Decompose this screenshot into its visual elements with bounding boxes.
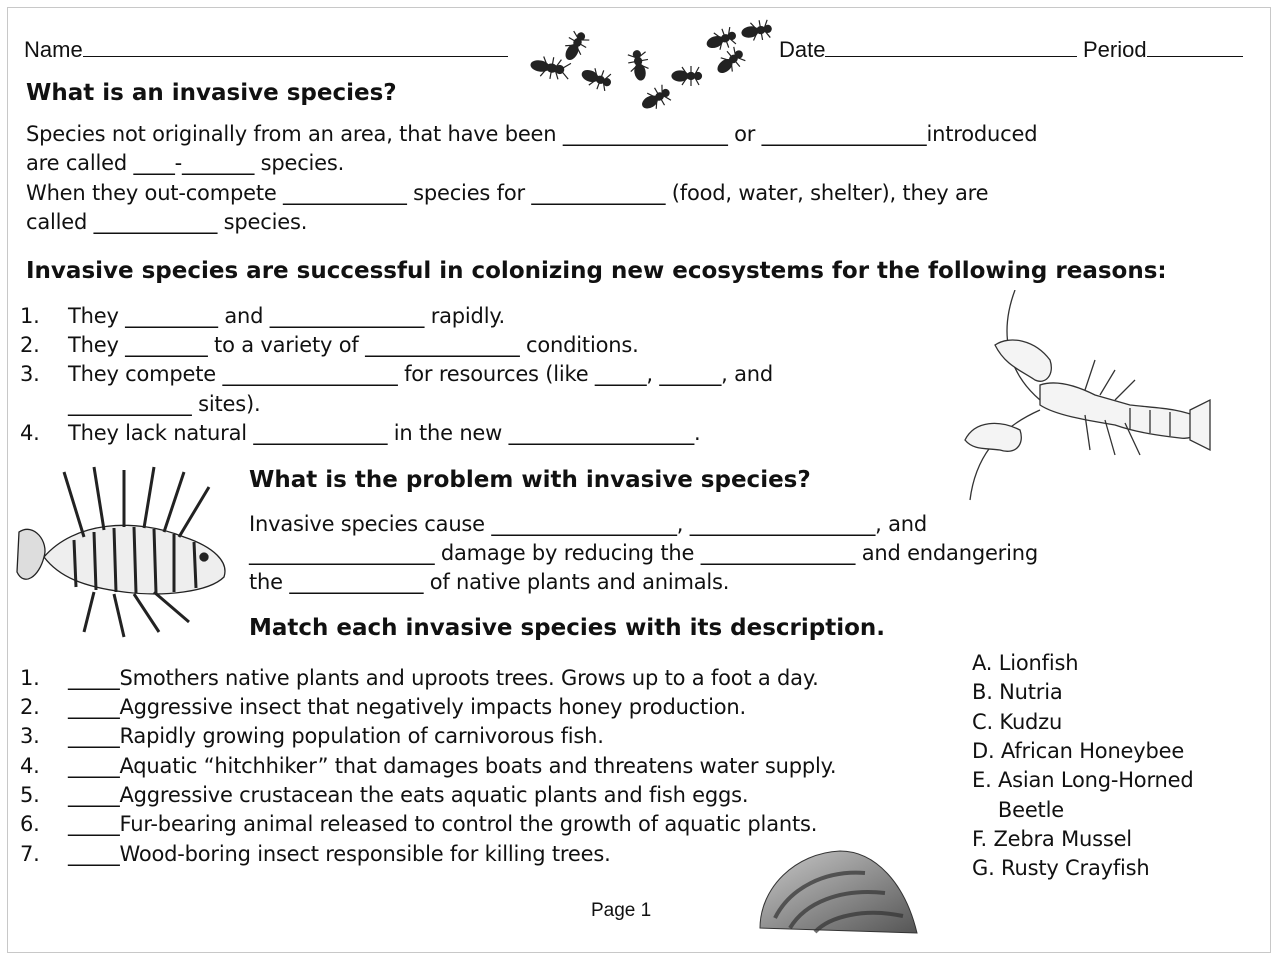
item-text: They lack natural _____________ in the new __________________. (68, 421, 701, 445)
match-item (20, 782, 748, 808)
option-honeybee: D. African Honeybee (972, 739, 1185, 763)
item-text: _____Aggressive insect that negatively impacts honey production. (68, 695, 746, 719)
date-label: Date (779, 37, 826, 62)
option-kudzu: C. Kudzu (972, 710, 1063, 734)
item-text: ____________ sites). (68, 392, 261, 416)
list-item (20, 420, 700, 446)
option-lionfish: A. Lionfish (972, 651, 1079, 675)
heading-what-is-invasive: What is an invasive species? (26, 80, 397, 106)
definition-line: called ____________ species. (26, 210, 308, 234)
option-zebra-mussel: F. Zebra Mussel (972, 827, 1132, 851)
item-text: They ________ to a variety of _______________ conditions. (68, 333, 639, 357)
item-text: _____Smothers native plants and uproots trees. Grows up to a foot a day. (68, 666, 819, 690)
match-item (20, 753, 836, 779)
match-item (20, 665, 819, 691)
problem-line: __________________ damage by reducing the _______________ and endangering (249, 541, 1038, 565)
name-label: Name (24, 37, 83, 62)
definition-line: When they out-compete ____________ species for _____________ (food, water, shelter), they are (26, 181, 989, 205)
option-beetle: E. Asian Long-Horned (972, 768, 1194, 792)
option-beetle-cont: Beetle (972, 798, 1064, 822)
item-number: 1. (20, 304, 40, 328)
item-text: _____Fur-bearing animal released to control the growth of aquatic plants. (68, 812, 818, 836)
ants-illustration (510, 14, 790, 114)
period-label: Period (1083, 37, 1147, 62)
list-item (20, 332, 639, 358)
match-item (20, 694, 746, 720)
name-field[interactable] (24, 36, 508, 63)
lionfish-illustration (14, 462, 239, 640)
item-text: They compete _________________ for resources (like _____, ______, and (68, 362, 774, 386)
item-text: They _________ and _______________ rapidly. (68, 304, 506, 328)
option-crayfish: G. Rusty Crayfish (972, 856, 1150, 880)
item-number: 3. (20, 362, 40, 386)
problem-line: the _____________ of native plants and animals. (249, 570, 730, 594)
option-nutria: B. Nutria (972, 680, 1063, 704)
heading-match: Match each invasive species with its description. (249, 615, 886, 641)
item-text: _____Aggressive crustacean the eats aquatic plants and fish eggs. (68, 783, 749, 807)
item-text: _____Rapidly growing population of carnivorous fish. (68, 724, 604, 748)
definition-line: Species not originally from an area, that have been ________________ or ________________introduced (26, 122, 1038, 146)
item-text: _____Wood-boring insect responsible for killing trees. (68, 842, 611, 866)
item-number: 4. (20, 754, 40, 778)
item-number: 2. (20, 333, 40, 357)
period-field[interactable] (1083, 36, 1243, 63)
match-item (20, 841, 611, 867)
crayfish-illustration (955, 290, 1215, 505)
match-item (20, 811, 817, 837)
item-number: 4. (20, 421, 40, 445)
problem-line: Invasive species cause __________________, __________________, and (249, 512, 927, 536)
date-field[interactable] (779, 36, 1077, 63)
list-item (20, 361, 773, 387)
item-text: _____Aquatic “hitchhiker” that damages boats and threatens water supply. (68, 754, 837, 778)
list-item (20, 391, 260, 417)
item-number: 3. (20, 724, 40, 748)
item-number: 7. (20, 842, 40, 866)
heading-problem: What is the problem with invasive species? (249, 467, 811, 493)
page-number: Page 1 (591, 900, 652, 921)
item-number: 5. (20, 783, 40, 807)
item-number: 1. (20, 666, 40, 690)
match-item (20, 723, 604, 749)
definition-line: are called ____-_______ species. (26, 151, 345, 175)
heading-success-reasons: Invasive species are successful in colonizing new ecosystems for the following reasons: (26, 258, 1167, 284)
item-number: 2. (20, 695, 40, 719)
list-item (20, 303, 505, 329)
item-number: 6. (20, 812, 40, 836)
zebra-mussel-illustration (755, 848, 920, 938)
